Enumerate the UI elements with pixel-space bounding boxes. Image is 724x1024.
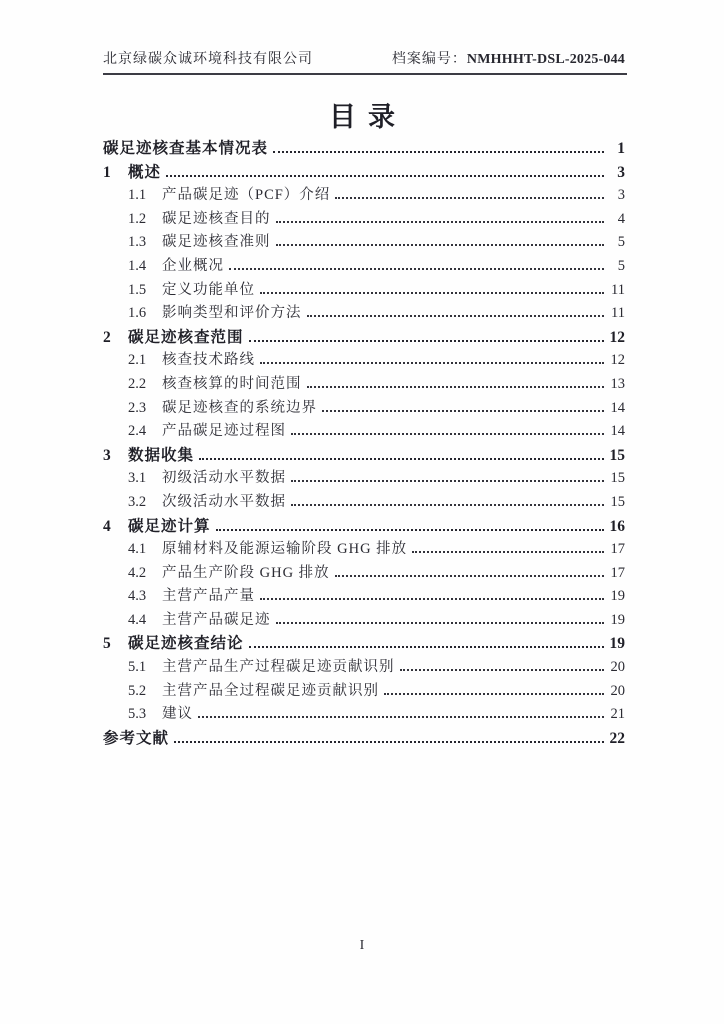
toc-entry-page: 12 [609,328,625,346]
toc-entry[interactable] [103,702,625,726]
toc-entry-label: 建议 [162,706,193,723]
toc-leader-dots [166,175,604,177]
toc-entry-number: 1.6 [128,305,147,322]
toc-entry[interactable] [103,301,625,325]
toc-entry-label: 主营产品生产过程碳足迹贡献识别 [162,659,395,676]
toc-entry-number: 3 [103,446,111,464]
toc-leader-dots [273,151,604,153]
toc-entry-number: 4.4 [128,611,147,628]
toc-entry-label: 碳足迹核查结论 [128,635,244,653]
toc-entry-label: 核查核算的时间范围 [162,375,302,392]
toc-entry[interactable] [103,584,625,608]
toc-entry[interactable] [103,679,625,703]
toc-entry-page: 5 [617,257,625,274]
toc-entry-page: 19 [609,635,625,653]
toc-leader-dots [276,622,605,624]
toc-leader-dots [276,221,605,223]
toc-entry-label: 数据收集 [128,446,195,464]
page-header [103,48,625,74]
toc-entry-number: 4 [103,517,111,535]
toc-entry-number: 5.1 [128,659,147,676]
toc-entry-number: 5.2 [128,682,147,699]
toc-leader-dots [260,292,604,294]
toc-leader-dots [198,716,604,718]
toc-entry[interactable] [103,655,625,679]
company-name: 北京绿碳众诚环境科技有限公司 [103,52,313,67]
toc-entry[interactable] [103,537,625,561]
toc-leader-dots [174,741,604,743]
toc-entry-page: 3 [617,163,625,181]
toc-entry-label: 碳足迹核查准则 [162,234,271,251]
toc-entry[interactable] [103,254,625,278]
toc-entry[interactable] [103,160,625,184]
toc-leader-dots [249,646,604,648]
toc-entry-page: 16 [609,517,625,535]
toc-entry-page: 17 [610,541,625,558]
toc-entry-label: 企业概况 [162,257,224,274]
toc-entry-number: 3.2 [128,493,147,510]
toc-entry-page: 11 [611,281,625,298]
toc-entry[interactable] [103,348,625,372]
toc-entry-number: 1.2 [128,210,147,227]
toc-leader-dots [307,315,605,317]
toc-entry-label: 主营产品碳足迹 [162,611,271,628]
toc-entry-number: 5 [103,635,111,653]
toc-entry[interactable] [103,136,625,160]
toc-entry-page: 15 [610,470,625,487]
toc-entry[interactable] [103,561,625,585]
toc-entry-label: 碳足迹核查的系统边界 [162,399,317,416]
toc-leader-dots [412,551,604,553]
toc-entry-page: 4 [617,210,625,227]
toc-entry[interactable] [103,466,625,490]
toc-entry-page: 20 [610,659,625,676]
toc-entry-label: 碳足迹核查范围 [128,328,244,346]
toc-entry-page: 11 [611,305,625,322]
toc-entry-page: 19 [610,611,625,628]
toc-entry-number: 5.3 [128,706,147,723]
toc-entry-number: 1.1 [128,187,147,204]
file-number-value: NMHHHT-DSL-2025-044 [466,52,625,67]
toc-leader-dots [276,244,605,246]
toc-leader-dots [335,197,604,199]
toc-title: 目录 [329,102,407,132]
toc-entry[interactable] [103,631,625,655]
toc-entry[interactable] [103,207,625,231]
toc-entry-page: 15 [610,493,625,510]
toc-entry-number: 2 [103,328,111,346]
toc-leader-dots [216,529,604,531]
toc-entry-label: 定义功能单位 [162,281,255,298]
toc-entry[interactable] [103,443,625,467]
toc-entry[interactable] [103,325,625,349]
toc-entry-number: 1.4 [128,257,147,274]
toc-entry[interactable] [103,396,625,420]
header-rule [103,73,627,75]
toc-entry-page: 17 [610,564,625,581]
toc-entry-number: 4.2 [128,564,147,581]
toc-leader-dots [384,693,604,695]
toc-entry-label: 产品碳足迹（PCF）介绍 [162,187,331,204]
toc-entry-page: 5 [617,234,625,251]
toc-entry-label: 碳足迹核查目的 [162,210,271,227]
toc-entry-number: 2.4 [128,423,147,440]
toc-entry-label: 次级活动水平数据 [162,493,286,510]
toc-entry-label: 核查技术路线 [162,352,255,369]
toc-entry-number: 1.5 [128,281,147,298]
toc-entry-number: 1.3 [128,234,147,251]
toc-entry-page: 13 [610,375,625,392]
toc-leader-dots [291,433,604,435]
toc-leader-dots [260,598,604,600]
toc-entry-label: 初级活动水平数据 [162,470,286,487]
toc-entry-page: 3 [617,187,625,204]
toc-leader-dots [307,386,605,388]
toc-entry[interactable] [103,278,625,302]
toc-entry-label: 碳足迹计算 [128,517,211,535]
toc-entry-number: 2.1 [128,352,147,369]
toc-leader-dots [322,410,604,412]
toc-entry[interactable] [103,419,625,443]
file-number [392,48,625,68]
toc-entry[interactable] [103,372,625,396]
toc-entry-label: 碳足迹核查基本情况表 [103,140,269,157]
toc-entry-label: 主营产品产量 [162,588,255,605]
toc-leader-dots [249,340,604,342]
toc-entry-number: 2.2 [128,375,147,392]
toc-entry[interactable] [103,490,625,514]
toc-entry-label: 产品生产阶段 GHG 排放 [162,564,330,581]
toc-leader-dots [260,362,604,364]
toc-leader-dots [229,268,604,270]
toc-entry-page: 14 [610,423,625,440]
toc-entry-label: 参考文献 [103,729,170,747]
toc-entry-label: 主营产品全过程碳足迹贡献识别 [162,682,379,699]
toc-entry-label: 原辅材料及能源运输阶段 GHG 排放 [162,541,408,558]
toc-entry-page: 22 [609,729,625,747]
toc-entry-number: 1 [103,163,111,181]
toc-entry-number: 3.1 [128,470,147,487]
toc-entry[interactable] [103,514,625,538]
toc-entry[interactable] [103,230,625,254]
toc-entry-page: 1 [617,140,625,157]
toc-entry-label: 产品碳足迹过程图 [162,423,286,440]
toc-list [103,136,625,749]
toc-entry-page: 19 [610,588,625,605]
toc-entry-number: 4.1 [128,541,147,558]
toc-entry-page: 14 [610,399,625,416]
toc-entry-page: 15 [609,446,625,464]
toc-leader-dots [291,504,604,506]
toc-entry-label: 概述 [128,163,162,181]
toc-entry[interactable] [103,608,625,632]
toc-entry-page: 21 [610,706,625,723]
page-number-footer: I [359,938,365,953]
toc-leader-dots [400,669,605,671]
toc-entry-page: 12 [610,352,625,369]
toc-entry[interactable] [103,183,625,207]
toc-entry[interactable] [103,726,625,750]
toc-leader-dots [291,480,604,482]
toc-entry-number: 4.3 [128,588,147,605]
toc-leader-dots [335,575,604,577]
toc-entry-number: 2.3 [128,399,147,416]
toc-entry-label: 影响类型和评价方法 [162,305,302,322]
toc-leader-dots [199,458,604,460]
toc-entry-page: 20 [610,682,625,699]
file-number-label: 档案编号： [391,52,467,67]
